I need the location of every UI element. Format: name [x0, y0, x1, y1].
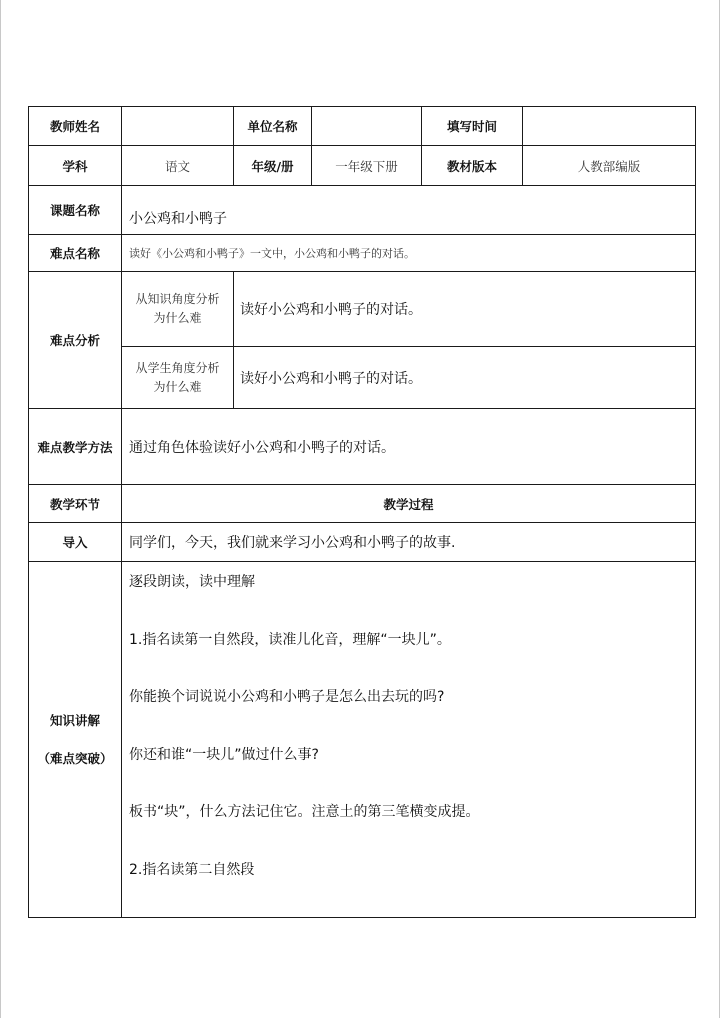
difficulty-analysis-label: 难点分析: [29, 272, 122, 409]
process-line: 板书“块”，什么方法记住它。注意土的第三笔横变成提。: [129, 804, 480, 820]
row-knowledge: [29, 562, 696, 918]
edition-value: 人教部编版: [523, 146, 696, 186]
process-line: 2.指名读第二自然段: [129, 861, 255, 878]
knowledge-process-cell: [122, 562, 696, 918]
row-intro: [29, 523, 696, 562]
subject-label: 学科: [29, 146, 122, 186]
teacher-name-label: 教师姓名: [29, 107, 122, 146]
row-teacher: [29, 107, 696, 146]
method-value: 通过角色体验读好小公鸡和小鸭子的对话。: [122, 409, 696, 485]
process-line: 你能换个词说说小公鸡和小鸭子是怎么出去玩的吗?: [129, 689, 445, 705]
lesson-plan-table: [28, 106, 696, 918]
teacher-name-value: [122, 107, 234, 146]
row-student-angle: [29, 347, 696, 409]
subject-value: 语文: [122, 146, 234, 186]
intro-label: 导入: [29, 523, 122, 562]
stage-header: 教学环节: [29, 485, 122, 523]
process-line: 1.指名读第一自然段，读准儿化音，理解“一块儿”。: [129, 631, 451, 648]
row-difficulty-name: [29, 235, 696, 272]
fill-time-value: [523, 107, 696, 146]
method-label: 难点教学方法: [29, 409, 122, 485]
row-subject: [29, 146, 696, 186]
knowledge-angle-value: 读好小公鸡和小鸭子的对话。: [234, 272, 696, 347]
difficulty-name-label: 难点名称: [29, 235, 122, 272]
lesson-title-label: 课题名称: [29, 186, 122, 235]
intro-value: 同学们，今天，我们就来学习小公鸡和小鸭子的故事.: [122, 523, 696, 562]
edition-label: 教材版本: [422, 146, 523, 186]
row-lesson-title: [29, 186, 696, 235]
knowledge-label: 知识讲解: [49, 712, 100, 728]
knowledge-angle-line2: 为什么难: [153, 311, 202, 325]
grade-value: 一年级下册: [312, 146, 422, 186]
student-angle-label: [122, 347, 234, 409]
grade-label: 年级/册: [234, 146, 312, 186]
knowledge-angle-line1: 从知识角度分析: [135, 292, 220, 306]
row-process-header: [29, 485, 696, 523]
knowledge-angle-label: [122, 272, 234, 347]
knowledge-label-cell: [29, 562, 122, 918]
student-angle-value: 读好小公鸡和小鸭子的对话。: [234, 347, 696, 409]
unit-label: 单位名称: [234, 107, 312, 146]
student-angle-line2: 为什么难: [153, 379, 202, 394]
process-header: 教学过程: [122, 485, 696, 523]
difficulty-name-value: 读好《小公鸡和小鸭子》一文中，小公鸡和小鸭子的对话。: [122, 235, 696, 272]
fill-time-label: 填写时间: [422, 107, 523, 146]
process-line: 逐段朗读，读中理解: [129, 574, 255, 590]
student-angle-line1: 从学生角度分析: [135, 360, 220, 375]
process-line: 你还和谁“一块儿”做过什么事?: [129, 746, 319, 763]
lesson-title-value: 小公鸡和小鸭子: [122, 186, 696, 235]
knowledge-sublabel: （难点突破）: [37, 750, 113, 766]
row-knowledge-angle: [29, 272, 696, 347]
unit-value: [312, 107, 422, 146]
row-method: [29, 409, 696, 485]
